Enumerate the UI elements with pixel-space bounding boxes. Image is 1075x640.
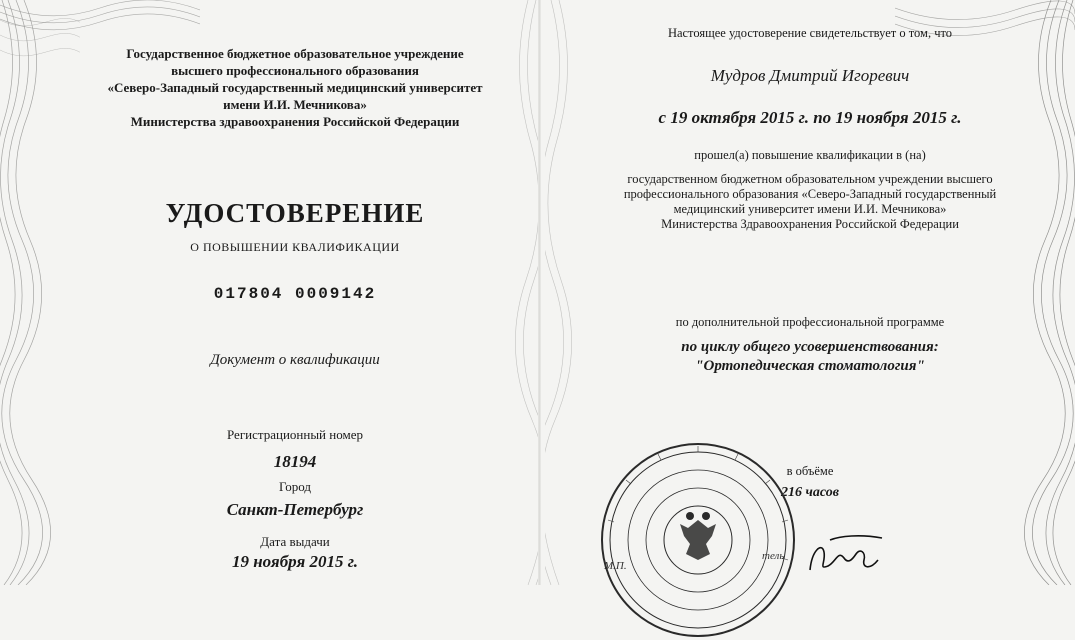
institution-line: имени И.И. Мечникова»	[223, 97, 367, 112]
institution-header	[60, 45, 530, 130]
right-institution	[570, 172, 1050, 232]
institution-line: Государственное бюджетное образовательное учреждение	[126, 46, 464, 61]
registration-number: 18194	[273, 452, 317, 471]
document-title: УДОСТОВЕРЕНИЕ	[165, 198, 425, 228]
program-line-1: по циклу общего усовершенствования:	[681, 339, 939, 355]
document-type: Документ о квалификации	[210, 352, 380, 368]
registration-label: Регистрационный номер	[227, 427, 363, 442]
issue-date-value: 19 ноября 2015 г.	[231, 552, 359, 571]
city-value: Санкт-Петербург	[226, 500, 364, 519]
completed-text: прошел(а) повышение квалификации в (на)	[694, 148, 926, 162]
official-seal	[598, 440, 798, 640]
program-intro: по дополнительной профессиональной программе	[675, 315, 945, 329]
hours-value: 216 часов	[781, 485, 839, 500]
left-page	[0, 0, 540, 585]
program-line-2: "Ортопедическая стоматология"	[695, 358, 925, 374]
training-period: с 19 октября 2015 г. по 19 ноября 2015 г.	[658, 108, 962, 127]
institution-line: государственном бюджетном образовательном учреждении высшего	[627, 172, 993, 186]
signature-label: тель	[762, 550, 785, 562]
institution-line: высшего профессионального образования	[171, 63, 419, 78]
person-name: Мудров Дмитрий Игоревич	[710, 66, 910, 85]
institution-line: Министерства здравоохранения Российской Федерации	[130, 114, 460, 129]
institution-line: медицинский университет имени И.И. Мечникова»	[673, 202, 947, 216]
handwritten-signature	[800, 530, 890, 585]
institution-line: «Северо-Западный государственный медицинский университет	[107, 80, 483, 95]
serial-number: 017804 0009142	[213, 285, 377, 303]
volume-label: в объёме	[786, 464, 834, 478]
institution-line: Министерства Здравоохранения Российской Федерации	[661, 217, 959, 231]
certifies-text: Настоящее удостоверение свидетельствует о том, что	[667, 26, 953, 40]
city-label: Город	[278, 479, 312, 494]
institution-line: профессионального образования «Северо-Западный государственный	[623, 187, 997, 201]
document-subtitle: О ПОВЫШЕНИИ КВАЛИФИКАЦИИ	[190, 240, 400, 254]
stamp-label: М.П.	[604, 560, 627, 572]
issue-date-label: Дата выдачи	[260, 534, 330, 549]
